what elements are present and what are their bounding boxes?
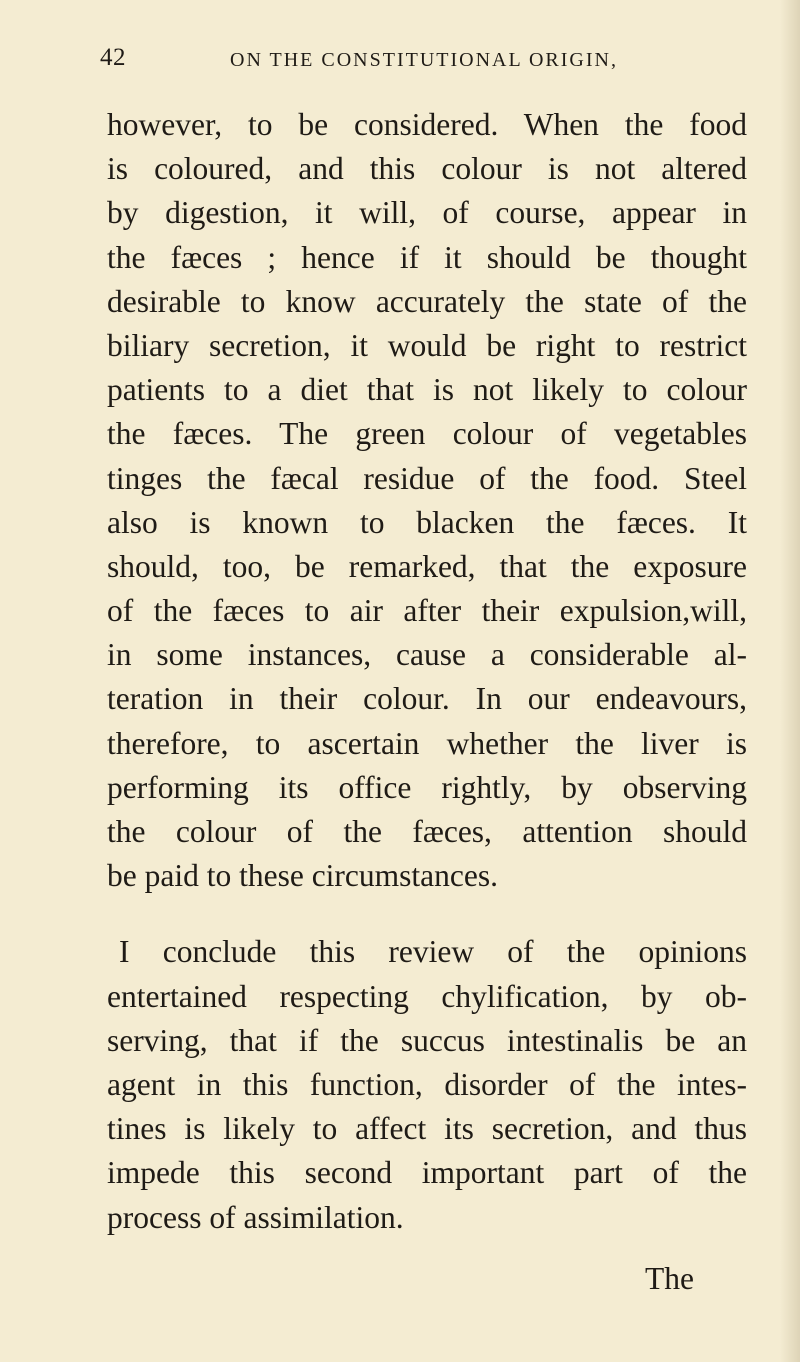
text-line: tinges the fæcal residue of the food. Steel: [107, 460, 747, 496]
text-line: the colour of the fæces, attention should: [107, 814, 747, 849]
paragraph-gap: [107, 898, 747, 930]
text-line: teration in their colour. In our endeavours,: [107, 681, 747, 717]
text-line: I conclude this review of the opinions: [119, 934, 747, 970]
text-line: of the fæces to air after their expulsion,will,: [107, 593, 747, 629]
catchword: The: [645, 1261, 694, 1296]
body-text: [107, 103, 747, 1240]
text-line: agent in this function, disorder of the intes-: [107, 1066, 747, 1102]
text-line: therefore, to ascertain whether the liver is: [107, 725, 747, 761]
text-line: the fæces ; hence if it should be thought: [107, 239, 747, 275]
text-line: should, too, be remarked, that the exposure: [107, 548, 747, 584]
page-header: [100, 40, 680, 80]
text-line: impede this second important part of the: [107, 1155, 747, 1191]
paragraph-1: [107, 103, 747, 898]
text-line: is coloured, and this colour is not altered: [107, 151, 747, 187]
running-head: ON THE CONSTITUTIONAL ORIGIN,: [230, 49, 618, 71]
text-line: desirable to know accurately the state of the: [107, 283, 747, 319]
text-line: performing its office rightly, by observing: [107, 769, 747, 805]
text-line: the fæces. The green colour of vegetables: [107, 416, 747, 452]
text-line: by digestion, it will, of course, appear in: [107, 195, 747, 231]
text-line: patients to a diet that is not likely to colour: [107, 372, 747, 408]
text-line: entertained respecting chylification, by ob-: [107, 978, 747, 1014]
text-line: however, to be considered. When the food: [107, 107, 747, 142]
paragraph-2: [107, 930, 747, 1239]
text-line: tines is likely to affect its secretion, and thus: [107, 1111, 747, 1147]
text-line: serving, that if the succus intestinalis be an: [107, 1022, 747, 1058]
page-number: 42: [100, 44, 126, 71]
text-line: biliary secretion, it would be right to restrict: [107, 327, 747, 363]
text-line: also is known to blacken the fæces. It: [107, 504, 747, 540]
text-line: process of assimilation.: [107, 1199, 404, 1235]
text-line: in some instances, cause a considerable al-: [107, 637, 747, 673]
text-line: be paid to these circumstances.: [107, 858, 498, 894]
